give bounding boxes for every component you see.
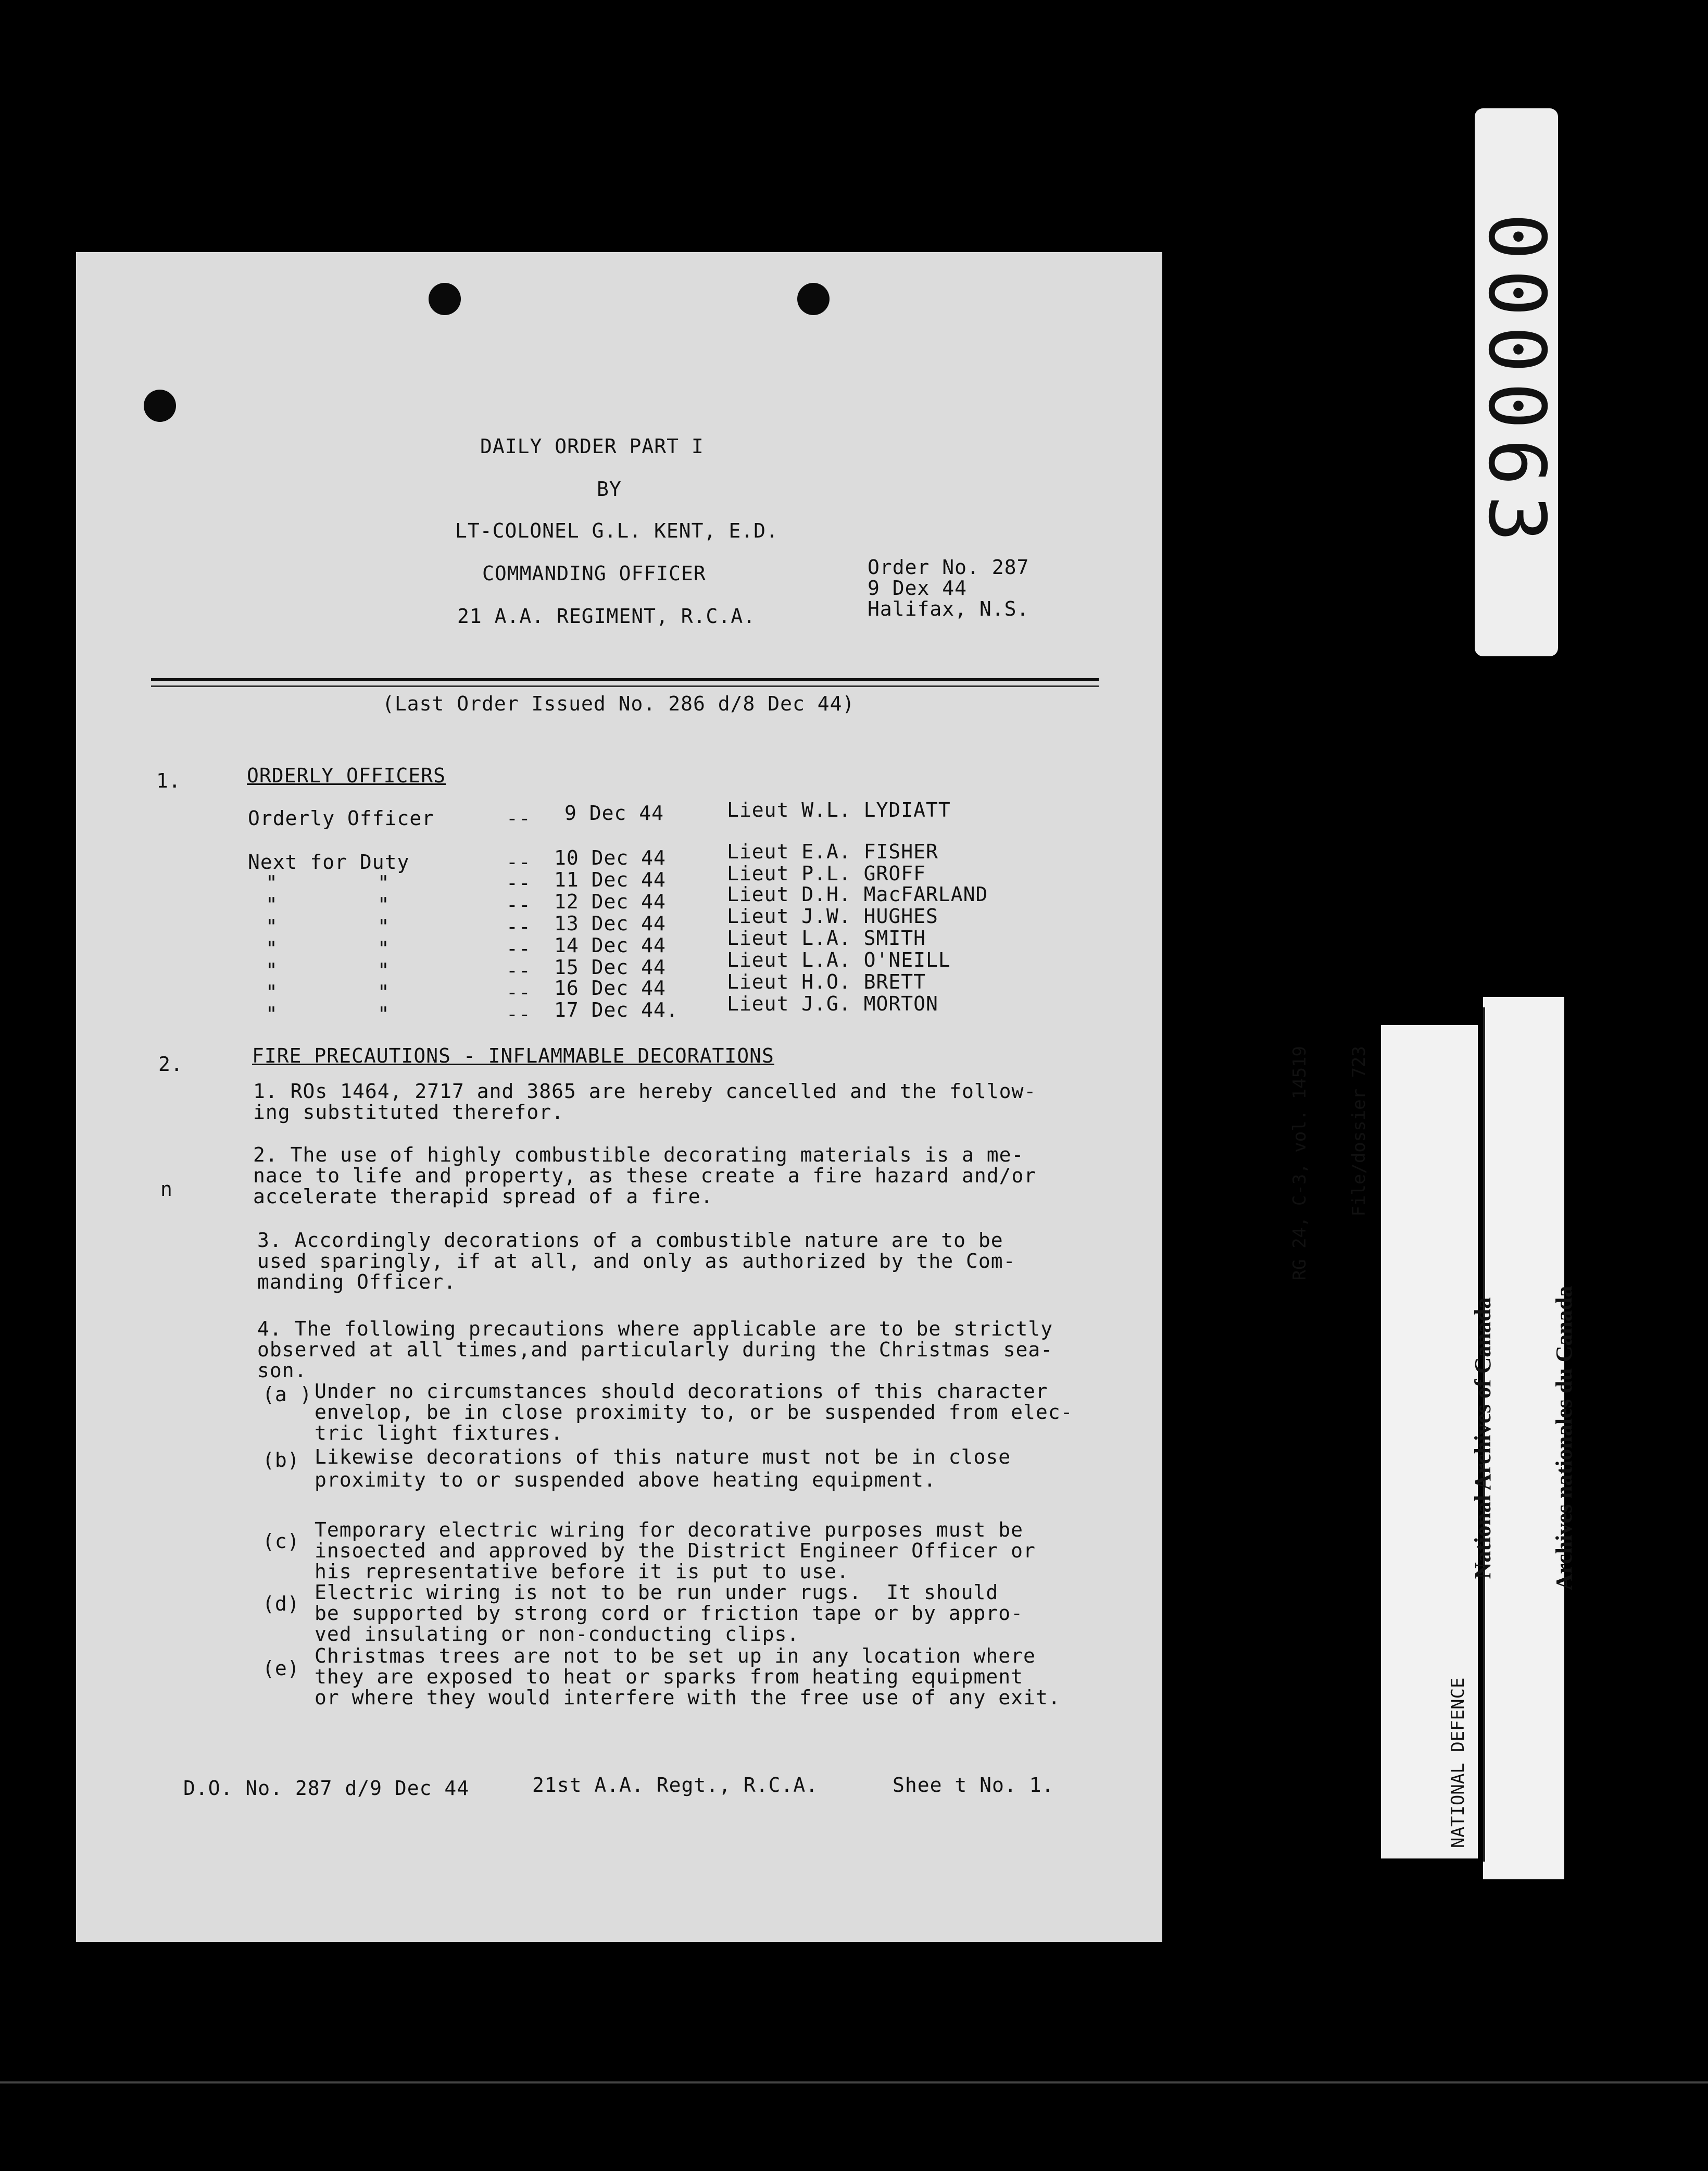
footer-sheet: Shee t No. 1. <box>893 1774 1054 1796</box>
duty-officer: Lieut J.W. HUGHES <box>727 905 938 928</box>
by-line: BY <box>597 478 622 501</box>
unit-name: 21 A.A. REGIMENT, R.C.A. <box>457 605 756 628</box>
archive-ref-line: RG 24, C-3, vol. 14519 <box>1289 1046 1310 1281</box>
paragraph-line: son. <box>257 1359 307 1382</box>
paragraph-line: 4. The following precautions where applicable are to be strictly <box>257 1317 1053 1340</box>
duty-date: 10 Dec 44 <box>554 846 666 869</box>
archives-name-fr: Archives nationales du Canada <box>1551 1286 1577 1591</box>
section-number: 2. <box>158 1053 183 1076</box>
punch-hole <box>144 390 176 422</box>
item-line: they are exposed to heat or sparks from heating equipment <box>315 1665 1024 1688</box>
item-line: be supported by strong cord or friction tape or by appro- <box>315 1602 1024 1625</box>
item-label: (a ) <box>262 1383 312 1406</box>
paragraph-line: accelerate therapid spread of a fire. <box>253 1185 713 1208</box>
frame-number-tag <box>1471 108 1562 656</box>
last-order-line: (Last Order Issued No. 286 d/8 Dec 44) <box>382 692 855 715</box>
item-line: Under no circumstances should decorations of this character <box>315 1380 1048 1403</box>
item-line: Christmas trees are not to be set up in any location where <box>315 1644 1036 1667</box>
item-label: (d) <box>262 1592 300 1615</box>
order-number: Order No. 287 <box>868 556 1029 579</box>
item-line: his representative before it is put to use. <box>315 1560 849 1583</box>
item-line: Likewise decorations of this nature must not be in close <box>315 1445 1011 1468</box>
section-heading: ORDERLY OFFICERS <box>247 764 446 787</box>
duty-officer: Lieut L.A. SMITH <box>727 927 926 950</box>
duty-date: 9 Dec 44 <box>564 802 664 825</box>
duty-officer: Lieut H.O. BRETT <box>727 970 926 993</box>
frame-number: 000063 <box>1471 213 1562 552</box>
header-rule <box>151 678 1099 681</box>
archives-canada-label <box>1470 997 1577 1879</box>
officer-role: COMMANDING OFFICER <box>482 562 706 585</box>
duty-role: " " <box>266 981 390 1004</box>
paragraph-line: nace to life and property, as these create a fire hazard and/or <box>253 1164 1037 1187</box>
department-line: NATIONAL DEFENCE <box>1448 1677 1468 1848</box>
punch-hole <box>429 283 461 315</box>
duty-role: " " <box>266 1003 390 1026</box>
duty-dash: -- <box>506 937 531 960</box>
duty-date: 11 Dec 44 <box>554 868 666 891</box>
duty-role: " " <box>266 915 390 938</box>
duty-dash: -- <box>506 1003 531 1026</box>
officer-name: LT-COLONEL G.L. KENT, E.D. <box>455 519 778 542</box>
duty-date: 17 Dec 44. <box>554 999 679 1021</box>
duty-dash: -- <box>506 871 531 894</box>
header-rule-lower <box>151 685 1099 687</box>
duty-role: " " <box>266 959 390 982</box>
archive-ref-line: File/dossier 723 <box>1349 1046 1370 1217</box>
order-title: DAILY ORDER PART I <box>480 435 704 458</box>
duty-date: 14 Dec 44 <box>554 934 666 957</box>
duty-role: " " <box>266 937 390 960</box>
paragraph-line: 3. Accordingly decorations of a combustible nature are to be <box>257 1229 1003 1252</box>
paragraph-line: 1. ROs 1464, 2717 and 3865 are hereby cancelled and the follow- <box>253 1080 1037 1103</box>
footer-unit: 21st A.A. Regt., R.C.A. <box>532 1774 819 1796</box>
paragraph-line: manding Officer. <box>257 1270 457 1293</box>
item-line: Temporary electric wiring for decorative purposes must be <box>315 1518 1024 1541</box>
duty-date: 16 Dec 44 <box>554 977 666 1000</box>
item-label: (e) <box>262 1657 300 1680</box>
duty-role: Next for Duty <box>248 851 410 874</box>
duty-officer: Lieut E.A. FISHER <box>727 840 938 863</box>
duty-role: " " <box>266 871 390 894</box>
item-line: insoected and approved by the District Engineer Officer or <box>315 1539 1036 1562</box>
footer-order-ref: D.O. No. 287 d/9 Dec 44 <box>183 1777 470 1800</box>
item-line: envelop, be in close proximity to, or be suspended from elec- <box>315 1401 1073 1424</box>
duty-dash: -- <box>506 893 531 916</box>
section-number: 1. <box>156 769 181 792</box>
item-line: or where they would interfere with the free use of any exit. <box>315 1686 1061 1709</box>
duty-dash: -- <box>506 915 531 938</box>
item-line: proximity to or suspended above heating equipment. <box>315 1468 936 1491</box>
paragraph-line: 2. The use of highly combustible decorating materials is a me- <box>253 1143 1024 1166</box>
frame-bottom-rule <box>0 2081 1708 2083</box>
duty-date: 13 Dec 44 <box>554 912 666 935</box>
margin-mark: n <box>160 1178 173 1201</box>
item-line: tric light fixtures. <box>315 1421 563 1444</box>
duty-date: 15 Dec 44 <box>554 956 666 979</box>
duty-dash: -- <box>506 959 531 982</box>
paragraph-line: observed at all times,and particularly during the Christmas sea- <box>257 1338 1053 1361</box>
paragraph-line: used sparingly, if at all, and only as authorized by the Com- <box>257 1250 1016 1272</box>
item-label: (c) <box>262 1530 300 1553</box>
duty-dash: -- <box>506 807 531 830</box>
duty-officer: Lieut J.G. MORTON <box>727 992 938 1015</box>
duty-officer: Lieut D.H. MacFARLAND <box>727 883 988 906</box>
paragraph-line: ing substituted therefor. <box>253 1101 564 1124</box>
order-date: 9 Dex 44 <box>868 577 968 600</box>
punch-hole <box>797 283 830 315</box>
duty-dash: -- <box>506 981 531 1004</box>
archives-name-en: National Archives of Canada <box>1470 1297 1496 1579</box>
item-line: ved insulating or non-conducting clips. <box>315 1623 800 1645</box>
section-heading: FIRE PRECAUTIONS - INFLAMMABLE DECORATIONS <box>252 1044 774 1067</box>
duty-officer: Lieut W.L. LYDIATT <box>727 798 951 821</box>
duty-officer: Lieut P.L. GROFF <box>727 862 926 885</box>
duty-officer: Lieut L.A. O'NEILL <box>727 949 951 971</box>
duty-date: 12 Dec 44 <box>554 890 666 913</box>
duty-role: " " <box>266 893 390 916</box>
order-place: Halifax, N.S. <box>868 597 1029 620</box>
item-line: Electric wiring is not to be run under rugs. It should <box>315 1581 999 1604</box>
duty-dash: -- <box>506 851 531 874</box>
duty-role: Orderly Officer <box>248 807 435 830</box>
item-label: (b) <box>262 1449 300 1471</box>
